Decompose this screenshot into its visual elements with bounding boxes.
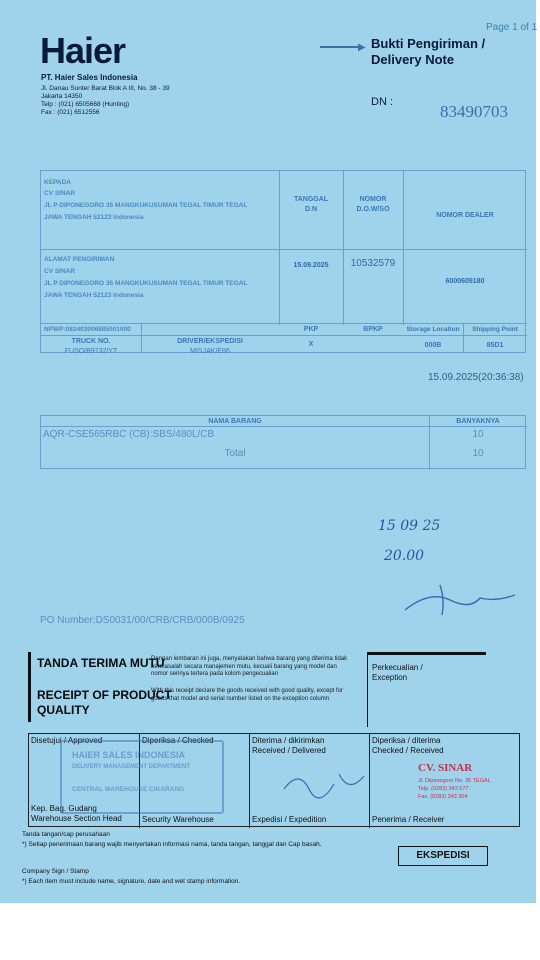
security-label: Security Warehouse (142, 815, 214, 824)
company-fax: Fax : (021) 6512556 (41, 109, 100, 116)
recipient-address-2: JAWA TENGAH 52123 Indonesia (44, 214, 144, 221)
receiver-label: Penerima / Receiver (372, 815, 445, 824)
exception-box (367, 652, 486, 727)
cv-sinar-stamp-fax: Fax. (0283) 343 304 (418, 794, 468, 800)
recipient-address-1: JL P DIPONEGORO 35 MANGKUKUSUMAN TEGAL TIMUR TEGAL (44, 202, 248, 209)
cv-sinar-stamp-address: Jl. Diponegoro No. 35 TEGAL (418, 778, 491, 784)
approved-label: Disetujui / Approved (31, 736, 103, 745)
exception-label: Perkecualian / Exception (372, 663, 423, 682)
company-name: PT. Haier Sales Indonesia (41, 73, 138, 82)
shipping-name: CV SINAR (44, 268, 76, 275)
truck-header: TRUCK NO. (71, 338, 111, 345)
document-title: Bukti Pengiriman / Delivery Note (371, 36, 486, 67)
expedition-signature (279, 764, 369, 804)
item-qty-header: BANYAKNYA (456, 418, 500, 425)
pkp-value: X (308, 341, 314, 348)
receipt-title-en-2: QUALITY (37, 703, 90, 717)
dealer-number: 6000609180 (445, 278, 485, 285)
footer-note-id: *) Setiap penerimaan barang wajib menyertakan informasi nama, tanda tangan, tanggal dan Cap basah. (22, 841, 322, 848)
driver-name: MISJAK/E86 (190, 348, 230, 355)
receipt-title-en-1: RECEIPT OF PRODUCT (37, 688, 172, 702)
receipt-desc-en: With this receipt declare the goods received with good quality, except for goods that model and serial number listed on the exception column (151, 688, 343, 702)
items-table (40, 415, 526, 469)
item-qty: 10 (472, 429, 484, 440)
footer-note-en: *) Each item must include name, signature, date and wet stamp information. (22, 878, 241, 885)
dn-date: 15.09.2025 (293, 262, 329, 269)
arrow-icon (320, 46, 362, 48)
footer-sign-en: Company Sign / Stamp (22, 868, 89, 875)
arrowhead-icon: ▶ (358, 42, 366, 53)
nomor-header: NOMOR D.O.W/SO (356, 196, 390, 213)
order-number: 10532579 (350, 258, 396, 269)
cv-sinar-stamp-title: CV. SINAR (418, 762, 473, 774)
recipient-name: CV SINAR (44, 190, 76, 197)
shipping-point-value: 85D1 (486, 342, 504, 349)
item-name-header: NAMA BARANG (208, 418, 262, 425)
driver-header: DRIVER/EKSPEDISI (177, 338, 243, 345)
footer-sign-id: Tanda tangan/cap perusahaan (22, 831, 110, 838)
dealer-header: NOMOR DEALER (436, 212, 494, 219)
shipping-address-label: ALAMAT PENGIRIMAN (44, 256, 115, 263)
received-label: Diperiksa / diterima Checked / Received (372, 736, 444, 755)
po-number: PO Number:DS0031/00/CRB/CRB/000B/0925 (40, 615, 245, 626)
copy-label: EKSPEDISI (398, 846, 488, 866)
dn-label: DN : (371, 96, 393, 108)
shipment-info-table (40, 170, 526, 353)
storage-header: Storage Location (406, 326, 460, 333)
checked-label: Diperiksa / Checked (142, 736, 214, 745)
total-qty: 10 (472, 448, 484, 459)
total-label: Total (224, 448, 246, 459)
tanggal-header: TANGGAL D.N (293, 196, 329, 213)
bpkp-header: BPKP (363, 326, 383, 333)
shipping-address-2: JAWA TENGAH 52123 Indonesia (44, 292, 144, 299)
receipt-desc-id: Dengan lembaran ini juga, menyatakan bahwa barang yang diterima tidak bermasalah secara manajemen mutu, kecuali barang yang model dan nomor serinya tertera pada kolom pengecualian (151, 656, 348, 677)
company-address-1: Jl. Danau Sunter Barat Blok A III, No. 38 - 39 (41, 85, 170, 92)
handwritten-signature (400, 580, 520, 620)
warehouse-stamp: HAIER SALES INDONESIA DELIVERY MANAGEMENT DEPARTMENT CENTRAL WAREHOUSE CIKARANG (60, 740, 224, 814)
haier-logo: Haier (40, 30, 126, 71)
expedition-label: Expedisi / Expedition (252, 815, 327, 824)
cv-sinar-stamp-phone: Telp. (0283) 343 577 (418, 786, 469, 792)
storage-value: 000B (424, 342, 442, 349)
shipping-address-1: JL P DIPONEGORO 35 MANGKUKUSUMAN TEGAL TIMUR TEGAL (44, 280, 248, 287)
truck-number: FUSO/B9732/YT (64, 348, 118, 355)
kepada-label: KEPADA (44, 179, 71, 186)
company-phone: Telp : (021) 6505668 (Hunting) (41, 101, 130, 108)
receipt-title-id: TANDA TERIMA MUTU (37, 656, 165, 670)
warehouse-head-label: Kep. Bag. Gudang Warehouse Section Head (31, 804, 122, 823)
company-address-2: Jakarta 14350 (41, 93, 83, 100)
print-timestamp: 15.09.2025(20:36:38) (428, 372, 524, 383)
pkp-header: PKP (303, 326, 319, 333)
handwritten-time: 20.00 (384, 548, 425, 564)
delivered-label: Diterima / dikirimkan Received / Delivered (252, 736, 326, 755)
npwp: NPWP:082403006885001000 (44, 326, 131, 333)
handwritten-date: 15 09 25 (378, 518, 441, 534)
item-name: AQR-CSE565RBC (CB):SBS/480L/CB (43, 429, 215, 440)
page-number: Page 1 of 1 (486, 22, 538, 33)
shipping-point-header: Shipping Point (472, 326, 518, 333)
quality-receipt-box (28, 652, 353, 722)
dn-number: 83490703 (440, 102, 508, 121)
